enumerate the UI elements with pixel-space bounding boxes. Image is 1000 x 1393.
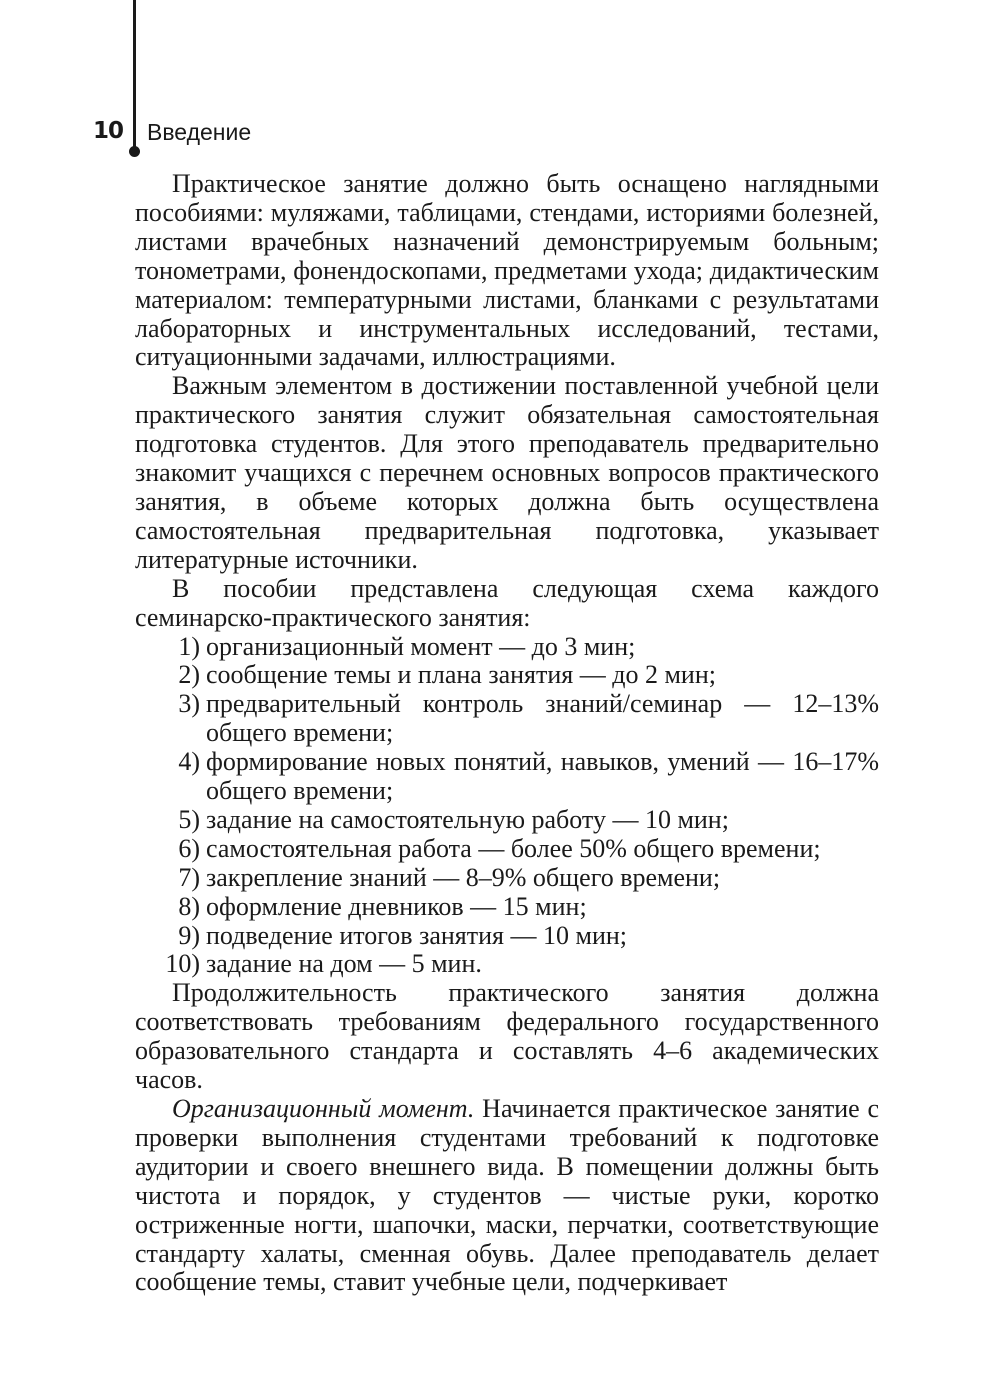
list-item-number: 7) — [178, 862, 200, 892]
header-rule-dot — [129, 146, 140, 157]
list-item-text: задание на самостоятельную работу — 10 мин; — [206, 804, 729, 834]
list-item-text: формирование новых понятий, навыков, умений — 16–17% общего времени; — [206, 747, 879, 806]
list-item-number: 10) — [165, 949, 200, 979]
list-item — [135, 922, 879, 951]
paragraph-self-preparation: Важным элементом в достижении поставленной учебной цели практического занятия служит обязательная самостоятельная подготовка студентов. Для этого преподаватель предварительно знакомит учащихся с перечнем основных вопросов практического занятия, в объеме которых должна быть осуществлена самостоятельная предварительная подготовка, указывает литературные источники. — [135, 371, 879, 574]
list-item-number: 8) — [178, 891, 200, 921]
lesson-scheme-list — [135, 633, 879, 980]
list-item-text: сообщение темы и плана занятия — до 2 мин; — [206, 660, 716, 690]
page-body — [135, 170, 879, 1297]
list-item — [135, 633, 879, 662]
list-item-text: закрепление знаний — 8–9% общего времени; — [206, 862, 721, 892]
list-item-number: 9) — [178, 920, 200, 950]
paragraph-organizational-moment — [135, 1095, 879, 1297]
page-number: 10 — [93, 118, 124, 144]
list-item-text: организационный момент — до 3 мин; — [206, 631, 636, 661]
list-item-number: 6) — [178, 833, 200, 863]
italic-term: Организационный момент. — [172, 1094, 475, 1123]
list-item-number: 1) — [178, 631, 200, 661]
list-item-text: самостоятельная работа — более 50% общего времени; — [206, 833, 821, 863]
list-item — [135, 806, 879, 835]
header-vertical-rule — [133, 0, 136, 152]
list-item — [135, 893, 879, 922]
list-item-text: задание на дом — 5 мин. — [206, 949, 482, 979]
list-item — [135, 748, 879, 806]
paragraph-visual-aids: Практическое занятие должно быть оснащено наглядными пособиями: муляжами, таблицами, стендами, историями болезней, листами врачебных назначений демонстрируемым больным; тонометрами, фонендоскопами, предметами ухода; дидактическим материалом: температурными листами, бланками с результатами лабораторных и инструментальных исследований, тестами, ситуационными задачами, иллюстрациями. — [135, 169, 879, 372]
paragraph-duration: Продолжительность практического занятия должна соответствовать требованиям федерального государственного образовательного стандарта и составлять 4–6 академических часов. — [135, 978, 879, 1095]
list-item — [135, 835, 879, 864]
list-item-number: 2) — [178, 660, 200, 690]
list-item-number: 3) — [178, 689, 200, 719]
list-item-text: подведение итогов занятия — 10 мин; — [206, 920, 628, 950]
paragraph-scheme-intro: В пособии представлена следующая схема каждого семинарско-практического занятия: — [135, 573, 879, 632]
list-item — [135, 690, 879, 748]
list-item-number: 4) — [178, 747, 200, 777]
paragraph-text: Начинается практическое занятие с проверки выполнения студентами требований к подготовке аудитории и своего внешнего вида. В помещении должны быть чистота и порядок, у студентов — чистые руки, коротко остриженные ногти, шапочки, маски, перчатки, соответствующие стандарту халаты, сменная обувь. Далее преподаватель делает сообщение темы, ставит учебные цели, подчеркивает — [135, 1094, 879, 1297]
list-item-text: предварительный контроль знаний/семинар — 12–13% общего времени; — [206, 689, 879, 748]
list-item-number: 5) — [178, 804, 200, 834]
list-item — [135, 864, 879, 893]
list-item-text: оформление дневников — 15 мин; — [206, 891, 587, 921]
list-item — [135, 950, 879, 979]
list-item — [135, 661, 879, 690]
running-header-title: Введение — [147, 119, 252, 145]
